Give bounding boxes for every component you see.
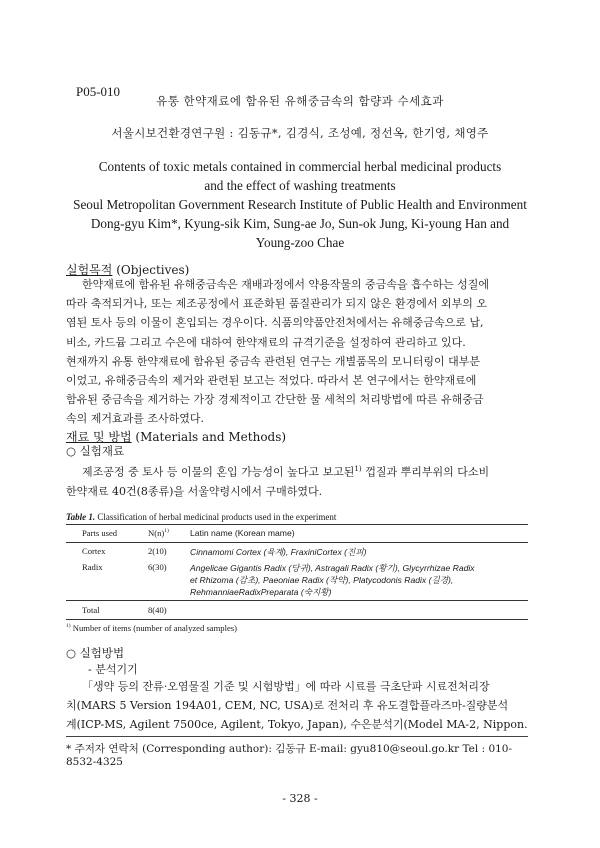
table-cell-latin-line2: et Rhizoma (감초), Paeoniae Radix (작약), Platycodonis Radix (길경), (190, 575, 454, 585)
abstract-code: P05-010 (76, 84, 121, 99)
table-header-n-sup: 1) (164, 528, 169, 535)
objectives-paragraph (66, 275, 528, 429)
table-caption-text: Classification of herbal medicinal products used in the experiment (95, 512, 337, 522)
table-top-rule (66, 524, 528, 525)
english-authors-line2: Young-zoo Chae (255, 235, 345, 250)
objectives-line: 한약재료에 함유된 유해중금속은 재배과정에서 약용작물의 중금속을 흡수하는 성질에 (82, 278, 490, 291)
method-subheading: ○ 실험방법 (66, 646, 125, 660)
corresponding-author: * 주저자 연락처 (Corresponding author): 김동규 E-mail: gyu810@seoul.go.kr Tel : 010-8532-4325 (66, 743, 513, 768)
reference-superscript: 1) (354, 464, 362, 473)
table-total-label: Total (82, 605, 100, 615)
korean-title: 유통 한약재료에 함유된 유해중금속의 함량과 수세효과 (156, 94, 444, 108)
table-cell-latin (190, 562, 475, 598)
materials-line2: 한약재료 40건(8종류)을 서울약령시에서 구매하였다. (66, 484, 323, 498)
english-title-line1: Contents of toxic metals contained in commercial herbal medicinal products (98, 159, 502, 174)
objectives-line: 따라 축적되거나, 또는 제조공정에서 표준화된 품질관리가 되지 않은 환경에서 외부의 오 (66, 297, 487, 311)
table-total-n: 8(40) (148, 605, 167, 615)
table-cell-n: 6(30) (148, 562, 167, 572)
table-header-n (148, 528, 169, 538)
korean-authors: 서울시보건환경연구원 : 김동규*, 김경식, 조성예, 정선옥, 한기영, 채영주 (111, 126, 489, 140)
table-cell-latin: Cinnamomi Cortex (육계), FraxiniCortex (진피) (190, 547, 367, 557)
affiliation-text: Seoul Metropolitan Government Research Institute of Public Health and Environment (73, 197, 527, 212)
materials-line1a: 제조공정 중 토사 등 이물의 혼입 가능성이 높다고 보고된 (82, 465, 355, 479)
objectives-line: 속의 제거효과를 조사하였다. (66, 412, 205, 426)
table-header-parts: Parts used (82, 528, 118, 538)
methods-heading-ko: 재료 및 방법 (66, 430, 132, 444)
table-header-rule (66, 542, 528, 543)
objectives-heading-ko: 실험목적 (66, 263, 113, 277)
table-header-latin: Latin name (Korean mame) (190, 528, 295, 538)
methods-heading-en: (Materials and Methods) (135, 430, 287, 444)
instrument-line: 계(ICP-MS, Agilent 7500ce, Agilent, Tokyo, Japan), 수은분석기(Model MA-2, Nippon. (66, 718, 528, 732)
table-cell-n: 2(10) (148, 546, 167, 556)
page-number: - 328 - (282, 792, 318, 805)
table-header-n-text: N(n) (148, 528, 165, 538)
footnote-divider (66, 736, 528, 737)
table-caption (66, 512, 336, 522)
english-authors-line1: Dong-gyu Kim*, Kyung-sik Kim, Sung-ae Jo, Sun-ok Jung, Ki-young Han and (90, 216, 510, 231)
table-caption-label: Table 1. (66, 512, 96, 522)
materials-subheading: ○ 실험재료 (66, 444, 125, 458)
english-title-line2: and the effect of washing treatments (204, 178, 396, 193)
objectives-line: 현재까지 유통 한약재료에 함유된 중금속 관련된 연구는 개별품목의 모니터링이 대부분 (66, 354, 481, 368)
table-footnote-sup: 1) (66, 623, 71, 630)
table-cell-part: Radix (82, 562, 103, 572)
table-cell-part: Cortex (82, 546, 106, 556)
instrument-line: 치(MARS 5 Version 194A01, CEM, NC, USA)로 전처리 후 유도결합플라즈마-질량분석 (66, 699, 509, 713)
english-affiliation (60, 195, 540, 252)
objectives-heading-en: (Objectives) (116, 263, 190, 277)
table-cell-latin-line1: Angelicae Gigantis Radix (당귀), Astragali Radix (황기), Glycyrrhizae Radix (190, 563, 475, 573)
objectives-line: 비소, 카드뮴 그리고 수은에 대하여 한약재료의 규격기준을 설정하여 관리하고 있다. (66, 335, 466, 349)
instrument-subitem: - 분석기기 (88, 663, 138, 676)
instrument-paragraph (66, 677, 528, 735)
materials-line1b: 껍질과 뿌리부위의 다소비 (361, 465, 490, 479)
objectives-line: 이었고, 유해중금속의 제거와 관련된 보고는 적었다. 따라서 본 연구에서는 한약재료에 (66, 374, 477, 388)
objectives-line: 염된 토사 등의 이물이 혼입되는 경우이다. 식품의약품안전처에서는 유해중금속으로 납, (66, 316, 484, 330)
table-cell-latin-line3: RehmanniaeRadixPreparata (숙지황) (190, 587, 332, 597)
table-footnote-text: Number of items (number of analyzed samples) (70, 623, 237, 633)
objectives-line: 함유된 중금속을 제거하는 가장 경제적이고 간단한 물 세척의 처리방법에 따른 유해중금 (66, 393, 484, 407)
table-footnote (66, 623, 237, 633)
instrument-line: 「생약 등의 잔류·오염물질 기준 및 시험방법」에 따라 시료를 극초단파 시료전처리장 (82, 680, 490, 693)
english-title (60, 157, 540, 195)
materials-line1 (66, 459, 528, 482)
table-bottom-rule (66, 619, 528, 620)
table-total-rule (66, 600, 528, 601)
materials-paragraph (66, 459, 528, 501)
